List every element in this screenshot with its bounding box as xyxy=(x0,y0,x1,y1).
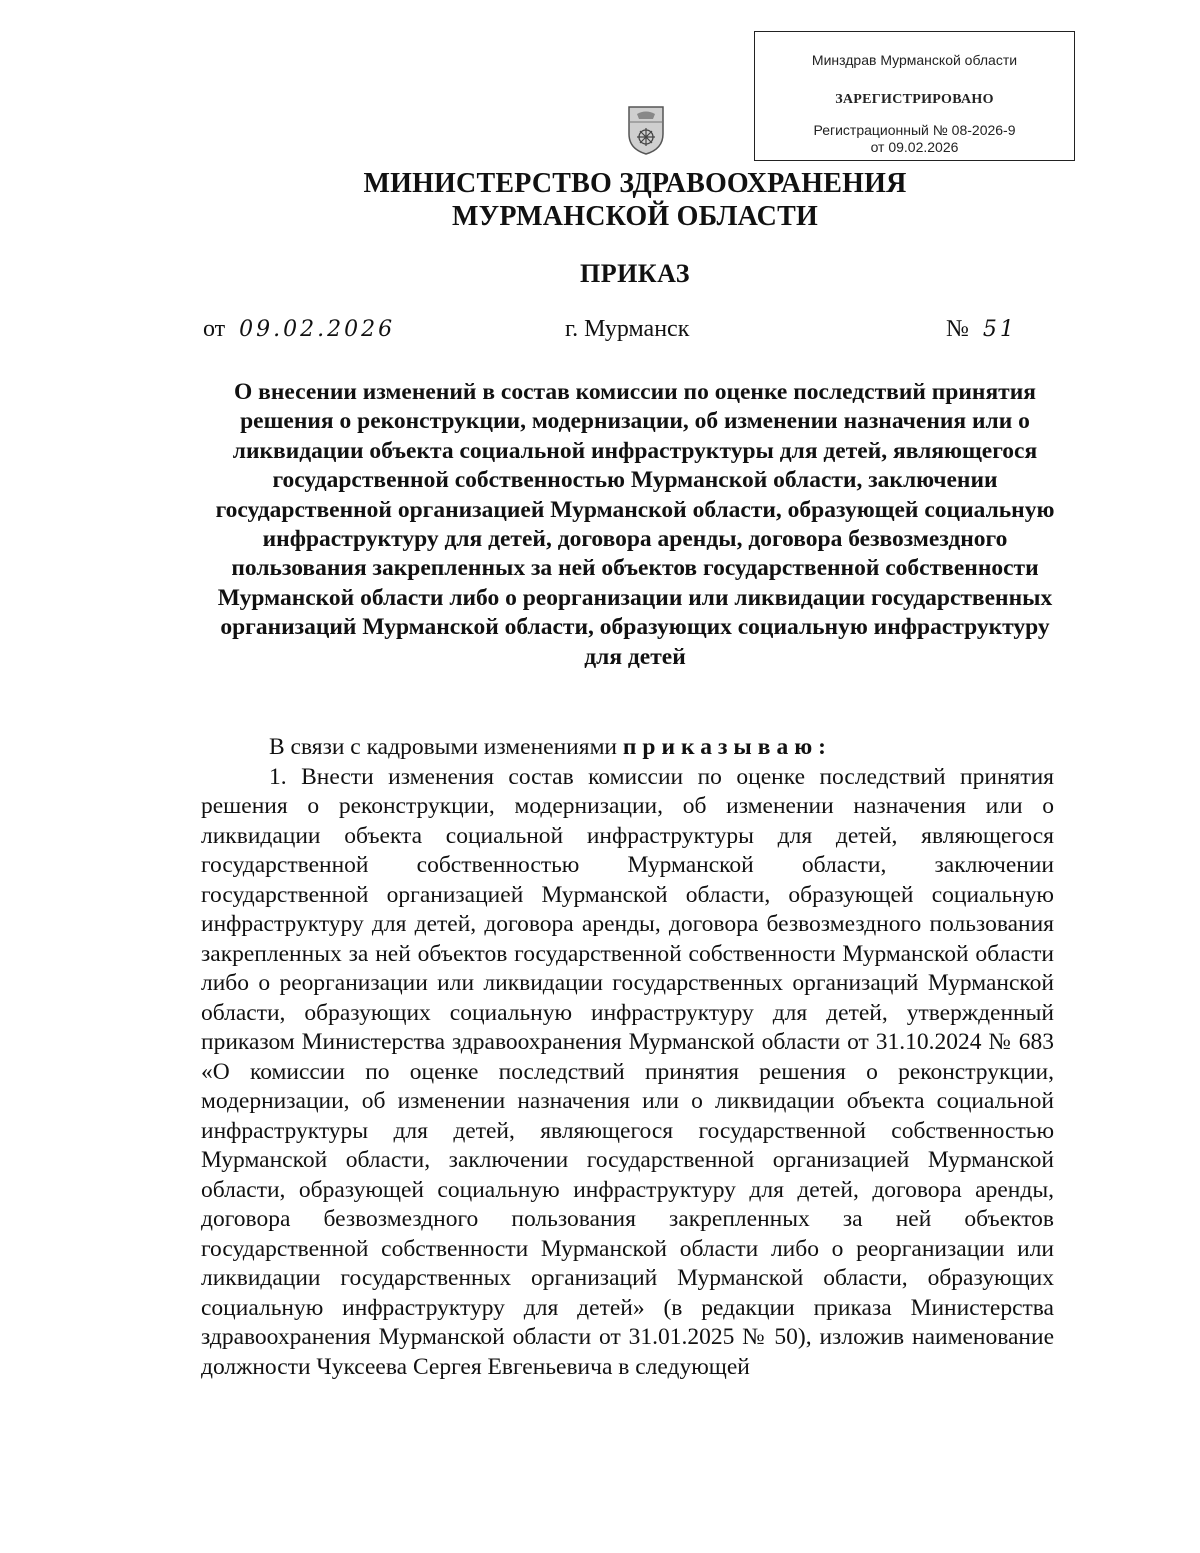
order-date xyxy=(203,316,395,343)
stamp-reg-number: Регистрационный № 08-2026-9 xyxy=(813,122,1016,138)
order-body xyxy=(201,733,1054,1382)
order-number xyxy=(946,316,1017,343)
coat-of-arms-icon xyxy=(625,104,667,156)
number-prefix: № xyxy=(946,316,969,342)
command-word: приказываю: xyxy=(622,734,832,760)
ministry-line-1: МИНИСТЕРСТВО ЗДРАВООХРАНЕНИЯ xyxy=(363,168,907,199)
stamp-status: ЗАРЕГИСТРИРОВАНО xyxy=(835,92,994,107)
order-city: г. Мурманск xyxy=(565,316,690,342)
item-1-paragraph: 1. Внести изменения состав комиссии по оценке последствий принятия решения о реконструкции, модернизации, об изменении назначения или о ликвидации объекта социальной инфраструктуры для детей, являющегося государственной собственностью Мурманской области, заключении государственной организацией Мурманской области, образующей социальную инфраструктуру для детей, договора аренды, договора безвозмездного пользования закрепленных за ней объектов государственной собственности Мурманской области либо о реорганизации или ликвидации государственных организаций Мурманской области, образующих социальную инфраструктуру для детей, утвержденный приказом Министерства здравоохранения Мурманской области от 31.10.2024 № 683 «О комиссии по оценке последствий принятия решения о реконструкции, модернизации, об изменении назначения или о ликвидации объекта социальной инфраструктуры для детей, являющегося государственной собственностью Мурманской области, заключении государственной организацией Мурманской области, образующей социальную инфраструктуру для детей, договора аренды, договора безвозмездного пользования закрепленных за ней объектов государственной собственности Мурманской области либо о реорганизации или ликвидации государственных организаций Мурманской области, образующих социальную инфраструктуру для детей» (в редакции приказа Министерства здравоохранения Мурманской области от 31.01.2025 № 50), изложив наименование должности Чуксеева Сергея Евгеньевича в следующей xyxy=(201,763,1054,1380)
handwritten-number: 51 xyxy=(982,317,1017,342)
ministry-name xyxy=(0,167,1200,233)
ministry-line-2: МУРМАНСКОЙ ОБЛАСТИ xyxy=(452,201,818,232)
document-type: ПРИКАЗ xyxy=(579,259,691,288)
order-subject: О внесении изменений в состав комиссии по оценке последствий принятия решения о реконструкции, модернизации, об изменении назначения или о ликвидации объекта социальной инфраструктуры для детей, являющегося государственной собственностью Мурманской области, заключении государственной организацией Мурманской области, образующей социальную инфраструктуру для детей, договора аренды, договора безвозмездного пользования закрепленных за ней объектов государственной собственности Мурманской области либо о реорганизации или ликвидации государственных организаций Мурманской области, образующих социальную инфраструктуру для детей xyxy=(215,379,1055,670)
stamp-reg-date: от 09.02.2026 xyxy=(870,139,959,155)
date-prefix: от xyxy=(203,316,226,342)
intro-text: В связи с кадровыми изменениями xyxy=(269,734,618,760)
intro-paragraph xyxy=(201,733,1054,763)
stamp-organization: Минздрав Мурманской области xyxy=(811,52,1018,68)
handwritten-date: 09.02.2026 xyxy=(239,317,396,342)
stamp-registration xyxy=(755,122,1074,156)
registration-stamp xyxy=(754,31,1075,161)
